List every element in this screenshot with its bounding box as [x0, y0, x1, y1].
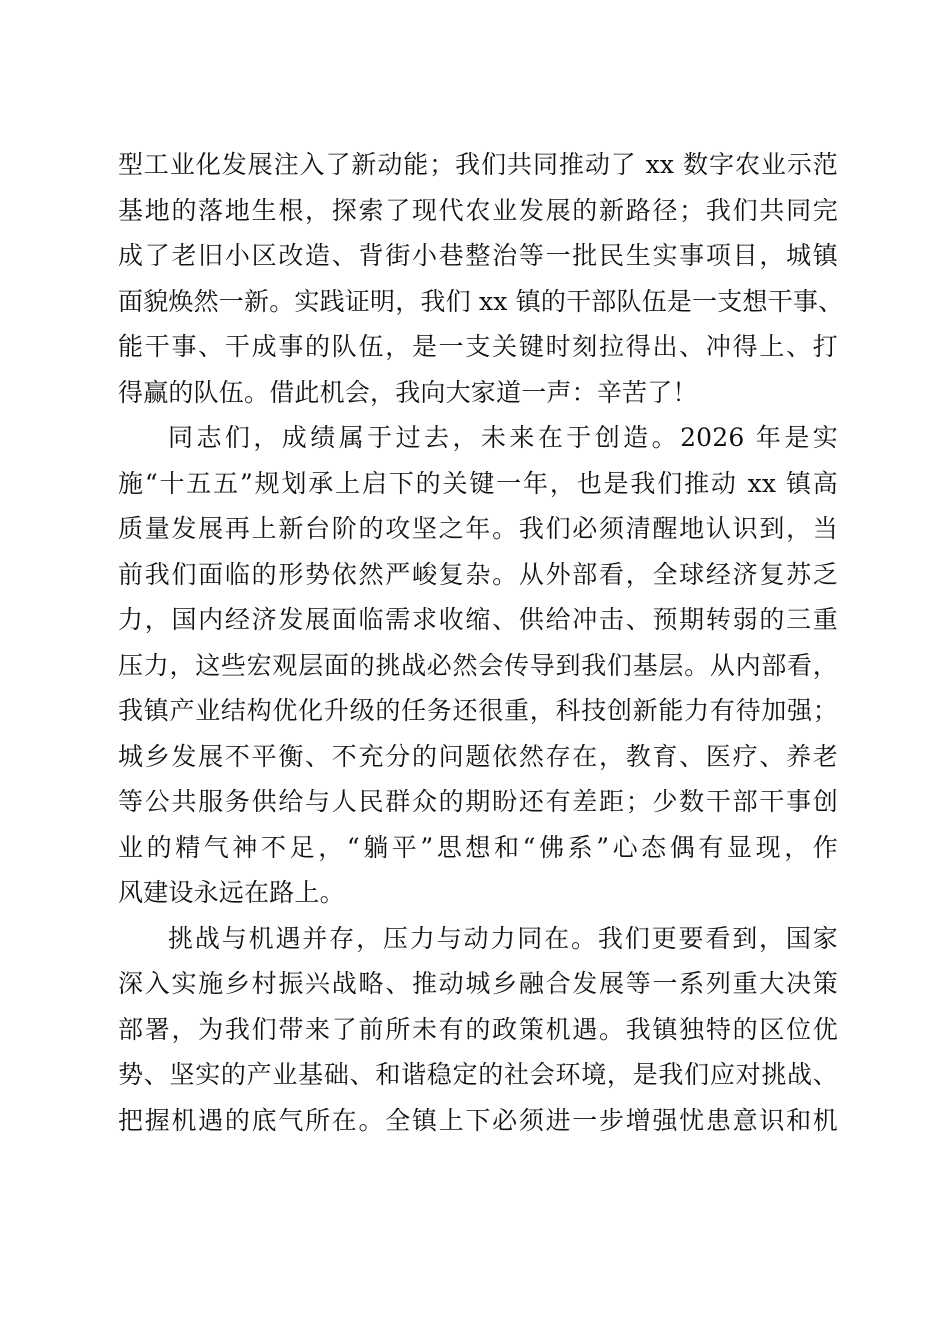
- text-line: 施“十五五”规划承上启下的关键一年，也是我们推动 xx 镇高: [118, 468, 838, 498]
- text-line: 压力，这些宏观层面的挑战必然会传导到我们基层。从内部看，: [118, 650, 838, 680]
- text-line: 部署，为我们带来了前所未有的政策机遇。我镇独特的区位优: [118, 1014, 838, 1044]
- text-line: 把握机遇的底气所在。全镇上下必须进一步增强忧患意识和机: [118, 1105, 838, 1135]
- text-line: 成了老旧小区改造、背街小巷整治等一批民生实事项目，城镇: [118, 241, 838, 270]
- text-line: 业的精气神不足，“躺平”思想和“佛系”心态偶有显现，作: [118, 832, 838, 862]
- document-body: [118, 142, 844, 1143]
- text-line: 势、坚实的产业基础、和谐稳定的社会环境，是我们应对挑战、: [118, 1060, 838, 1089]
- text-line: 质量发展再上新台阶的攻坚之年。我们必须清醒地认识到，当: [118, 514, 838, 543]
- text-line: 前我们面临的形势依然严峻复杂。从外部看，全球经济复苏乏: [118, 559, 838, 589]
- text-line: 深入实施乡村振兴战略、推动城乡融合发展等一系列重大决策: [118, 969, 838, 998]
- text-line: 力，国内经济发展面临需求收缩、供给冲击、预期转弱的三重: [118, 605, 838, 634]
- text-line: 得赢的队伍。借此机会，我向大家道一声：辛苦了！: [118, 377, 698, 407]
- text-line: 面貌焕然一新。实践证明，我们 xx 镇的干部队伍是一支想干事、: [118, 286, 844, 316]
- paragraph-start-line: 挑战与机遇并存，压力与动力同在。我们更要看到，国家: [168, 923, 838, 953]
- text-line: 型工业化发展注入了新动能；我们共同推动了 xx 数字农业示范: [118, 150, 838, 179]
- paragraph-start-line: 同志们，成绩属于过去，未来在于创造。2026 年是实: [168, 423, 838, 452]
- text-line: 基地的落地生根，探索了现代农业发展的新路径；我们共同完: [118, 195, 838, 225]
- text-line: 能干事、干成事的队伍，是一支关键时刻拉得出、冲得上、打: [118, 332, 838, 361]
- text-line: 我镇产业结构优化升级的任务还很重，科技创新能力有待加强；: [118, 696, 838, 725]
- text-line: 城乡发展不平衡、不充分的问题依然存在，教育、医疗、养老: [118, 741, 838, 771]
- text-line: 等公共服务供给与人民群众的期盼还有差距；少数干部干事创: [118, 787, 838, 816]
- text-line: 风建设永远在路上。: [118, 878, 345, 907]
